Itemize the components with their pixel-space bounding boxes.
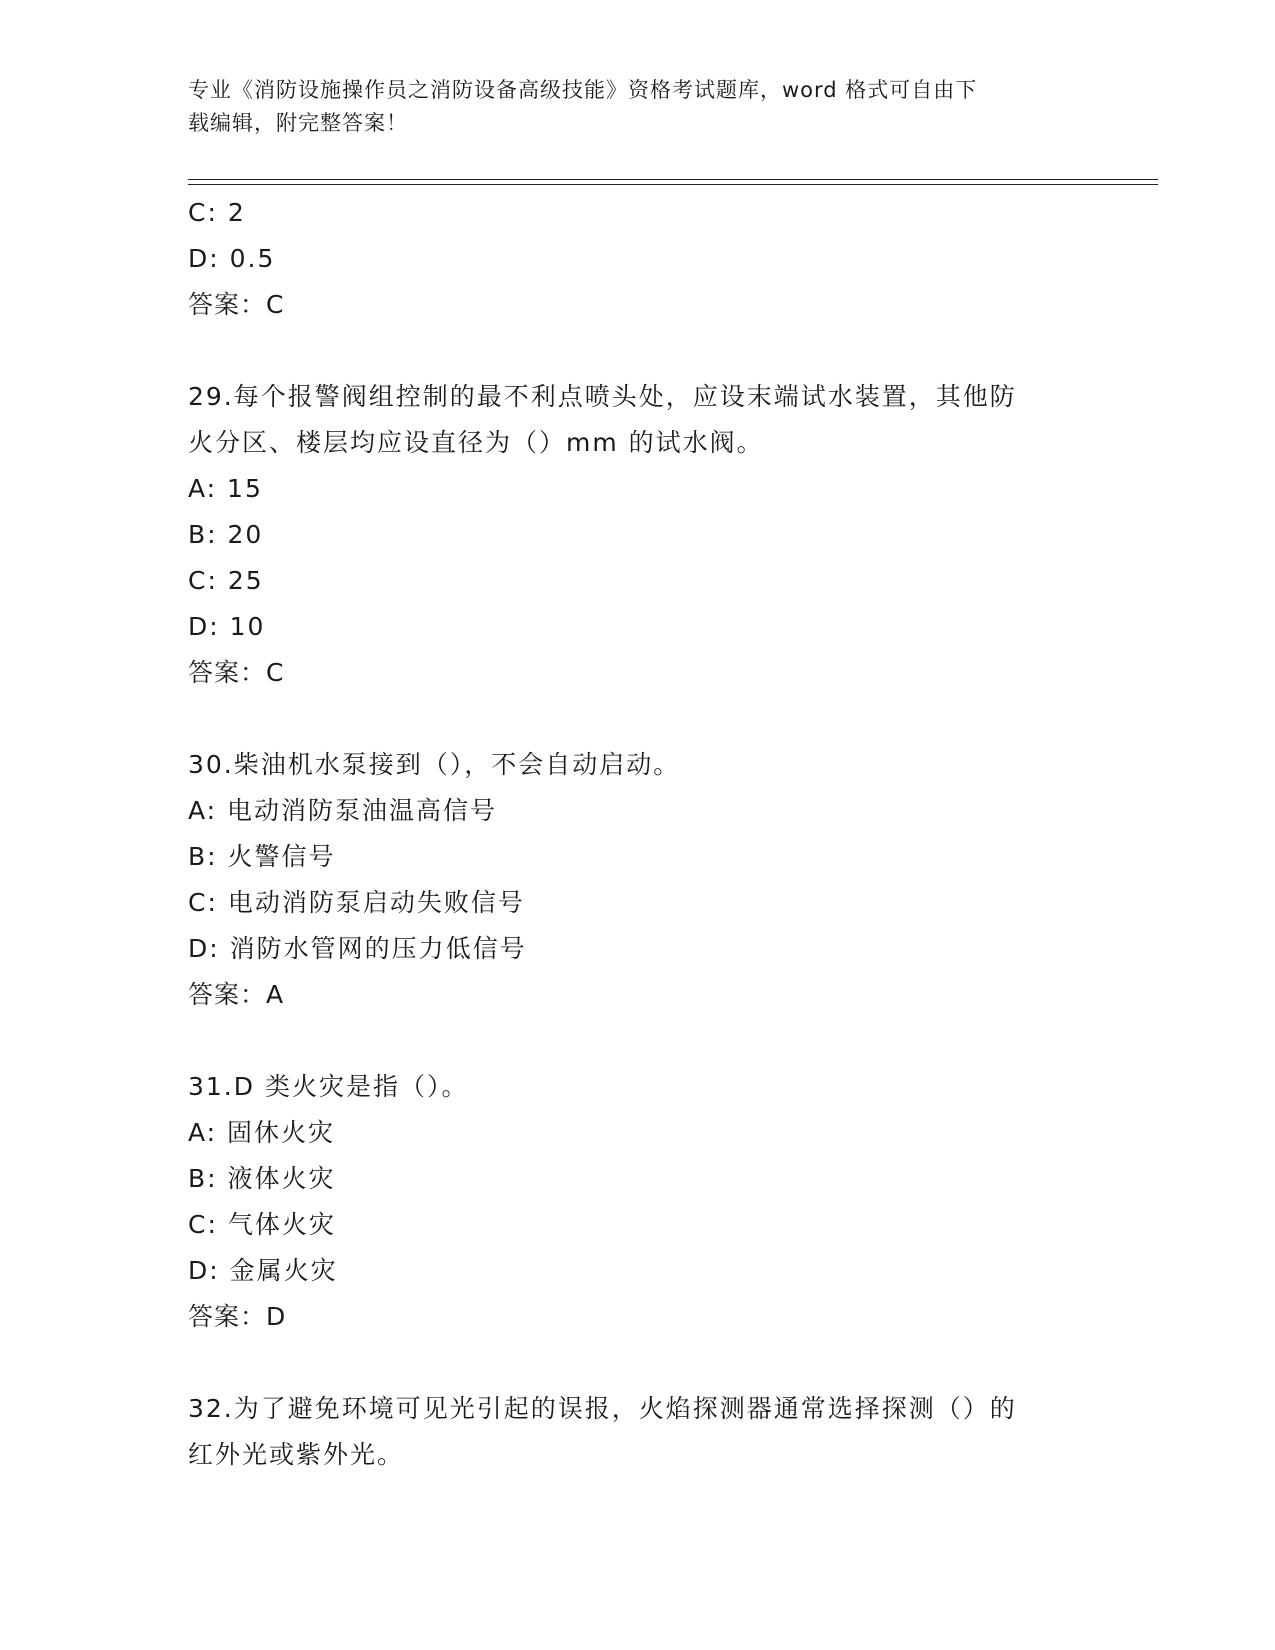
header-line-1: 专业《消防设施操作员之消防设备高级技能》资格考试题库，word 格式可自由下 bbox=[188, 78, 978, 102]
spacer bbox=[188, 1018, 1088, 1064]
spacer bbox=[188, 1340, 1088, 1386]
option-d: D: 0.5 bbox=[188, 244, 276, 273]
answer: 答案：D bbox=[188, 1302, 287, 1331]
option-c: C: 2 bbox=[188, 198, 246, 227]
option-b: B: 火警信号 bbox=[188, 842, 336, 871]
question-31 bbox=[188, 1064, 1088, 1340]
answer: 答案：C bbox=[188, 658, 285, 687]
document-body bbox=[188, 190, 1088, 1478]
option-a: A: 固休火灾 bbox=[188, 1118, 336, 1147]
spacer bbox=[188, 696, 1088, 742]
question-28-tail bbox=[188, 190, 1088, 328]
question-text-line: 31.D 类火灾是指（）。 bbox=[188, 1072, 469, 1101]
question-text-line: 29.每个报警阀组控制的最不利点喷头处，应设末端试水装置，其他防 bbox=[188, 382, 1017, 411]
spacer bbox=[188, 328, 1088, 374]
question-30 bbox=[188, 742, 1088, 1018]
header-rule-top bbox=[188, 179, 1158, 180]
answer: 答案：A bbox=[188, 980, 285, 1009]
question-text-line: 30.柴油机水泵接到（），不会自动启动。 bbox=[188, 750, 681, 779]
question-text-line: 火分区、楼层均应设直径为（）mm 的试水阀。 bbox=[188, 428, 764, 457]
option-b: B: 液体火灾 bbox=[188, 1164, 336, 1193]
document-header bbox=[188, 74, 1068, 140]
question-29 bbox=[188, 374, 1088, 696]
question-32 bbox=[188, 1386, 1088, 1478]
option-c: C: 电动消防泵启动失败信号 bbox=[188, 888, 525, 917]
option-c: C: 气体火灾 bbox=[188, 1210, 336, 1239]
answer: 答案：C bbox=[188, 290, 285, 319]
option-d: D: 10 bbox=[188, 612, 266, 641]
option-a: A: 15 bbox=[188, 474, 263, 503]
option-c: C: 25 bbox=[188, 566, 264, 595]
header-rule-bottom bbox=[188, 184, 1158, 185]
question-text-line: 32.为了避免环境可见光引起的误报，火焰探测器通常选择探测（）的 bbox=[188, 1394, 1017, 1423]
header-line-2: 载编辑，附完整答案！ bbox=[188, 111, 408, 135]
question-text-line: 红外光或紫外光。 bbox=[188, 1440, 405, 1469]
option-d: D: 金属火灾 bbox=[188, 1256, 338, 1285]
option-b: B: 20 bbox=[188, 520, 264, 549]
option-a: A: 电动消防泵油温高信号 bbox=[188, 796, 498, 825]
option-d: D: 消防水管网的压力低信号 bbox=[188, 934, 527, 963]
